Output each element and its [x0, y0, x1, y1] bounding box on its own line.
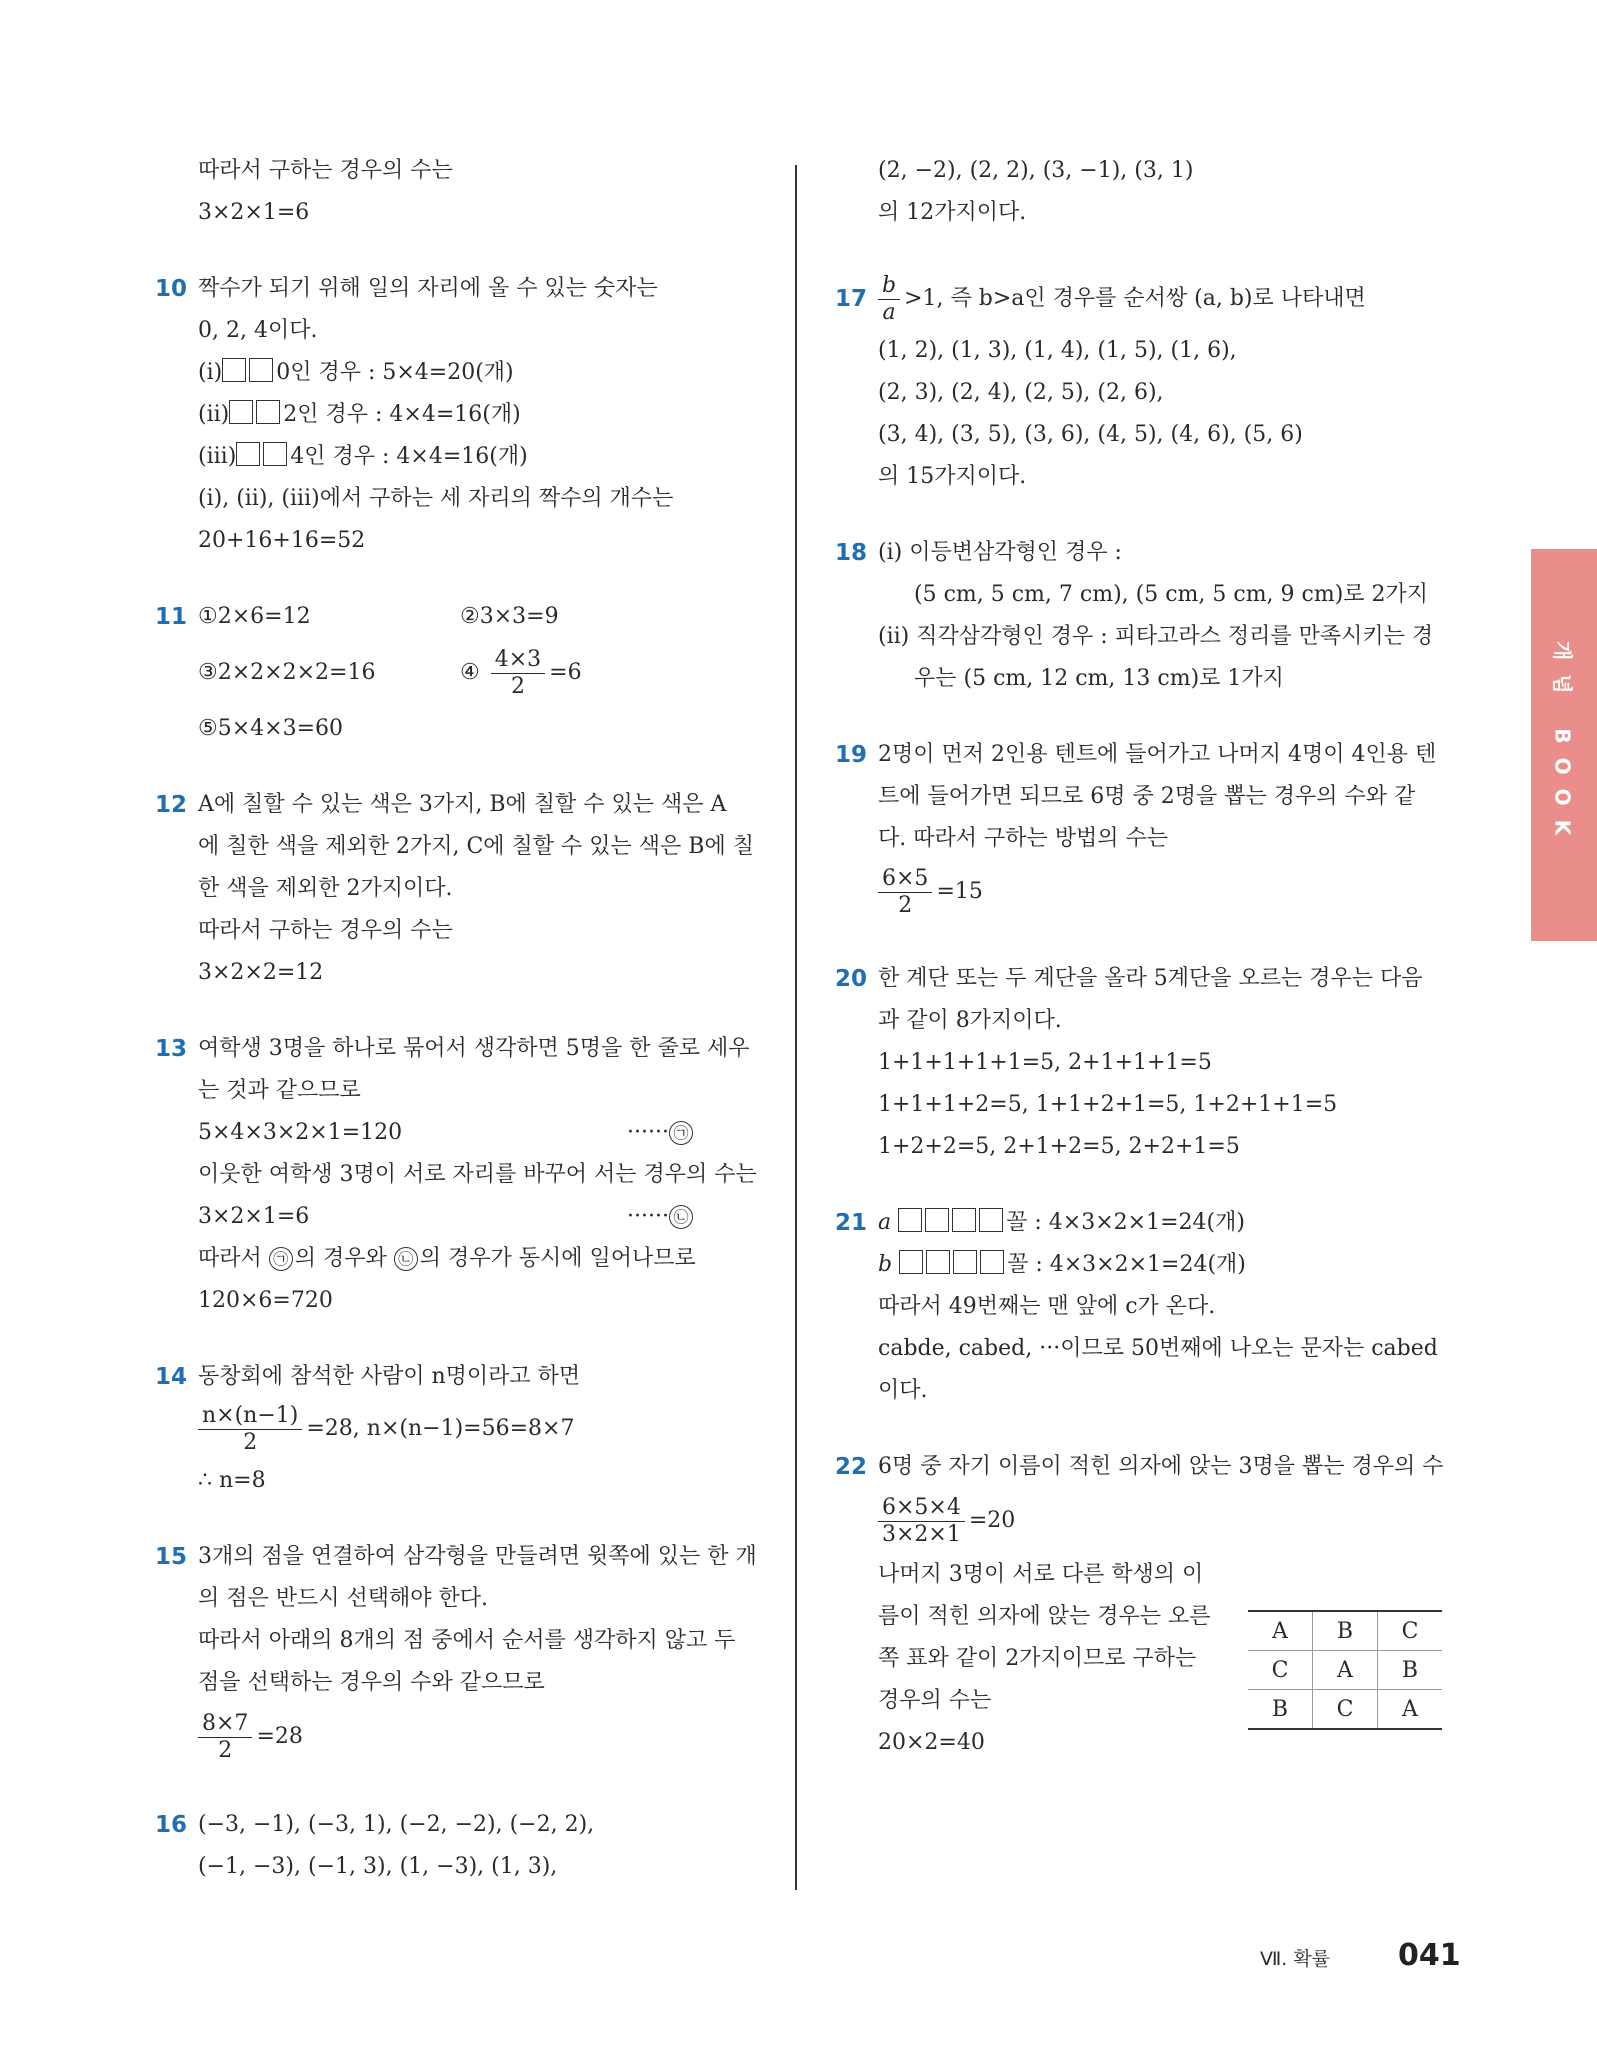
- equation: 3×2×1=6: [198, 1204, 310, 1229]
- text-line: 이다.: [878, 1378, 928, 1403]
- denominator: 2: [243, 1429, 258, 1455]
- blank-box: [236, 442, 260, 466]
- solution-17: [835, 268, 1455, 498]
- text-line: [198, 1238, 775, 1280]
- problem-number: 11: [155, 604, 188, 630]
- table-cell: B: [1378, 1651, 1443, 1690]
- table-cell: A: [1313, 1651, 1378, 1690]
- case-label: (i): [198, 360, 223, 385]
- choice-5: [198, 708, 460, 750]
- case-text: 0인 경우 : 5×4=20(개): [276, 360, 514, 385]
- equation: 3×2×1=6: [198, 200, 310, 225]
- text-line: 6명 중 자기 이름이 적힌 의자에 앉는 3명을 뽑는 경우의 수: [878, 1454, 1444, 1479]
- text-line: 는 것과 같으므로: [198, 1078, 361, 1103]
- dots: ······: [627, 1120, 669, 1145]
- numerator: 8×7: [198, 1711, 252, 1737]
- equation: =15: [936, 879, 983, 904]
- case-label: (iii): [198, 444, 237, 469]
- solution-16-continued: [835, 150, 1455, 234]
- circled-marker: ㉡: [394, 1247, 418, 1271]
- equation-marker: [627, 1196, 695, 1238]
- case-label: (ii): [198, 402, 230, 427]
- coordinate-list: (3, 4), (3, 5), (3, 6), (4, 5), (4, 6), (5, 6): [878, 422, 1303, 447]
- blank-box: [229, 400, 253, 424]
- equation: ∴ n=8: [198, 1468, 266, 1493]
- equation: =28: [256, 1724, 303, 1749]
- denominator: 2: [510, 673, 525, 699]
- fraction: [491, 647, 545, 699]
- table-cell: A: [1378, 1690, 1443, 1730]
- fraction: [198, 1403, 302, 1455]
- solution-10: [155, 268, 775, 562]
- solution-9-continued: [155, 150, 775, 234]
- blank-box: [979, 1208, 1003, 1232]
- left-column: [155, 150, 775, 1922]
- section-side-tab: [1531, 549, 1597, 941]
- text-line: 이웃한 여학생 3명이 서로 자리를 바꾸어 서는 경우의 수는: [198, 1162, 757, 1187]
- case-line: [198, 436, 775, 478]
- numerator: 4×3: [491, 647, 545, 673]
- equation: 3×3=9: [479, 604, 559, 629]
- denominator: 2: [218, 1737, 233, 1763]
- equation: 5×4×3×2×1=120: [198, 1120, 403, 1145]
- fraction: [878, 1495, 965, 1547]
- solution-20: [835, 958, 1455, 1168]
- text-line: 0, 2, 4이다.: [198, 318, 318, 343]
- text-fragment: 의 경우와: [294, 1246, 394, 1271]
- equation: 5×4×3=60: [217, 716, 344, 741]
- coordinate-list: (2, 3), (2, 4), (2, 5), (2, 6),: [878, 380, 1164, 405]
- numerator: n×(n−1): [198, 1403, 302, 1429]
- table-row: [1248, 1690, 1442, 1730]
- page-number: 041: [1398, 1938, 1461, 1973]
- denominator: 2: [898, 892, 913, 918]
- blank-box: [898, 1208, 922, 1232]
- text-line: 의 12가지이다.: [878, 200, 1027, 225]
- problem-number: 10: [155, 276, 188, 302]
- coordinate-list: (−3, −1), (−3, 1), (−2, −2), (−2, 2),: [198, 1812, 595, 1837]
- text-line: 동창회에 참석한 사람이 n명이라고 하면: [198, 1364, 581, 1389]
- text-line: (5 cm, 5 cm, 7 cm), (5 cm, 5 cm, 9 cm)로 2가지: [914, 582, 1429, 607]
- table-cell: C: [1378, 1611, 1443, 1651]
- circled-marker: ㉠: [669, 1121, 693, 1145]
- equation-row: [198, 1112, 775, 1154]
- seating-table: [1248, 1610, 1442, 1730]
- solution-14: [155, 1356, 775, 1502]
- blank-box: [925, 1208, 949, 1232]
- text-line: 쪽 표와 같이 2가지이므로 구하는: [878, 1646, 1197, 1671]
- blank-box: [899, 1250, 923, 1274]
- solution-11: [155, 596, 775, 750]
- case-line: [198, 394, 775, 436]
- problem-number: 13: [155, 1036, 188, 1062]
- problem-number: 20: [835, 966, 868, 992]
- equation: =28, n×(n−1)=56=8×7: [306, 1416, 575, 1441]
- choice-marker: ①: [198, 604, 218, 629]
- equation: 2×2×2×2=16: [217, 660, 376, 685]
- text-line: 의 15가지이다.: [878, 464, 1027, 489]
- circled-marker: ㉡: [669, 1205, 693, 1229]
- fraction: [878, 273, 900, 325]
- blank-box: [249, 358, 273, 382]
- case-line: [878, 1244, 1455, 1286]
- fraction: [878, 866, 932, 918]
- equation: =20: [968, 1508, 1016, 1533]
- variable: a: [878, 1210, 892, 1235]
- choice-2: [460, 596, 720, 638]
- text-line: 따라서 구하는 경우의 수는: [198, 158, 453, 183]
- text-line: A에 칠할 수 있는 색은 3가지, B에 칠할 수 있는 색은 A: [198, 792, 727, 817]
- text-line: 따라서 아래의 8개의 점 중에서 순서를 생각하지 않고 두: [198, 1628, 736, 1653]
- problem-number: 21: [835, 1210, 868, 1236]
- chapter-label: Ⅶ. 확률: [1260, 1948, 1331, 1970]
- solution-22: [835, 1446, 1455, 1764]
- numerator: 6×5: [878, 866, 932, 892]
- text-line: 점을 선택하는 경우의 수와 같으므로: [198, 1670, 545, 1695]
- choice-grid: [198, 596, 775, 750]
- text-fragment: 꼴 : 4×3×2×1=24(개): [1007, 1252, 1246, 1277]
- text-fragment: 의 경우가 동시에 일어나므로: [419, 1246, 696, 1271]
- blank-box: [980, 1250, 1004, 1274]
- choice-marker: ②: [460, 604, 480, 629]
- column-divider: [795, 165, 797, 1890]
- problem-number: 22: [835, 1454, 868, 1480]
- equation: 120×6=720: [198, 1288, 333, 1313]
- choice-marker: ④: [460, 660, 480, 685]
- case-text: 2인 경우 : 4×4=16(개): [283, 402, 521, 427]
- text-line: 따라서 구하는 경우의 수는: [198, 918, 453, 943]
- text-line: 3개의 점을 연결하여 삼각형을 만들려면 윗쪽에 있는 한 개: [198, 1544, 757, 1569]
- text-line: 짝수가 되기 위해 일의 자리에 올 수 있는 숫자는: [198, 276, 658, 301]
- fraction: [198, 1711, 252, 1763]
- table-row: [1248, 1611, 1442, 1651]
- choice-1: [198, 596, 460, 638]
- choice-marker: ③: [198, 660, 218, 685]
- denominator: a: [882, 299, 896, 325]
- equation-marker: [627, 1112, 695, 1154]
- equation-row: [198, 1196, 775, 1238]
- text-line: 한 색을 제외한 2가지이다.: [198, 876, 453, 901]
- text-line: 에 칠한 색을 제외한 2가지, C에 칠할 수 있는 색은 B에 칠: [198, 834, 754, 859]
- solution-15: [155, 1536, 775, 1770]
- equation: 1+1+1+2=5, 1+1+2+1=5, 1+2+1+1=5: [878, 1092, 1338, 1117]
- text-line: (i) 이등변삼각형인 경우 :: [878, 540, 1122, 565]
- text-line: (i), (ii), (iii)에서 구하는 세 자리의 짝수의 개수는: [198, 486, 674, 511]
- blank-box: [953, 1250, 977, 1274]
- equation: 1+1+1+1+1=5, 2+1+1+1=5: [878, 1050, 1212, 1075]
- coordinate-list: (2, −2), (2, 2), (3, −1), (3, 1): [878, 158, 1194, 183]
- equation: =6: [549, 660, 582, 685]
- problem-number: 15: [155, 1544, 188, 1570]
- table-cell: B: [1313, 1611, 1378, 1651]
- blank-box: [256, 400, 280, 424]
- table-cell: C: [1313, 1690, 1378, 1730]
- numerator: 6×5×4: [878, 1495, 965, 1521]
- equation: 20+16+16=52: [198, 528, 366, 553]
- table-cell: B: [1248, 1690, 1313, 1730]
- text-fragment: 꼴 : 4×3×2×1=24(개): [1006, 1210, 1245, 1235]
- text-line: 다. 따라서 구하는 방법의 수는: [878, 826, 1168, 851]
- text-line: 따라서 49번째는 맨 앞에 c가 온다.: [878, 1294, 1216, 1319]
- solution-12: [155, 784, 775, 994]
- equation: 20×2=40: [878, 1730, 985, 1755]
- numerator: b: [878, 273, 900, 299]
- blank-box: [222, 358, 246, 382]
- blank-box: [952, 1208, 976, 1232]
- problem-number: 12: [155, 792, 188, 818]
- problem-number: 16: [155, 1812, 188, 1838]
- dots: ······: [627, 1204, 669, 1229]
- right-column: [835, 150, 1455, 1798]
- text-line: (ii) 직각삼각형인 경우 : 피타고라스 정리를 만족시키는 경: [878, 624, 1434, 649]
- solution-18: [835, 532, 1455, 700]
- solution-16: [155, 1804, 775, 1888]
- coordinate-list: (1, 2), (1, 3), (1, 4), (1, 5), (1, 6),: [878, 338, 1237, 363]
- blank-box: [926, 1250, 950, 1274]
- problem-number: 18: [835, 540, 868, 566]
- circled-marker: ㉠: [269, 1247, 293, 1271]
- choice-marker: ⑤: [198, 716, 218, 741]
- equation-row: [198, 1398, 775, 1460]
- side-tab-label: 개념 BOOK: [1550, 640, 1575, 850]
- case-line: [878, 1202, 1455, 1244]
- text-line: 트에 들어가면 되므로 6명 중 2명을 뽑는 경우의 수와 같: [878, 784, 1416, 809]
- text-line: 경우의 수는: [878, 1688, 992, 1713]
- choice-3: [198, 638, 460, 708]
- equation-row: [878, 1488, 1455, 1554]
- blank-box: [263, 442, 287, 466]
- case-text: 4인 경우 : 4×4=16(개): [290, 444, 528, 469]
- text-line: 2명이 먼저 2인용 텐트에 들어가고 나머지 4명이 4인용 텐: [878, 742, 1437, 767]
- solution-13: [155, 1028, 775, 1322]
- text-line: 우는 (5 cm, 12 cm, 13 cm)로 1가지: [914, 666, 1284, 691]
- problem-number: 17: [835, 286, 868, 312]
- equation-row: [878, 860, 1455, 924]
- text-line: 름이 적힌 의자에 앉는 경우는 오른: [878, 1604, 1211, 1629]
- problem-number: 19: [835, 742, 868, 768]
- denominator: 3×2×1: [882, 1521, 961, 1547]
- text-line: 여학생 3명을 하나로 묶어서 생각하면 5명을 한 줄로 세우: [198, 1036, 750, 1061]
- text-fragment: 따라서: [198, 1246, 269, 1271]
- text-line: 한 계단 또는 두 계단을 올라 5계단을 오르는 경우는 다음: [878, 966, 1423, 991]
- solution-21: [835, 1202, 1455, 1412]
- variable: b: [878, 1252, 893, 1277]
- table-cell: C: [1248, 1651, 1313, 1690]
- coordinate-list: (−1, −3), (−1, 3), (1, −3), (1, 3),: [198, 1854, 558, 1879]
- case-line: [198, 352, 775, 394]
- text-line: 나머지 3명이 서로 다른 학생의 이: [878, 1562, 1204, 1587]
- equation: 3×2×2=12: [198, 960, 324, 985]
- problem-number: 14: [155, 1364, 188, 1390]
- text-line: 과 같이 8가지이다.: [878, 1008, 1062, 1033]
- equation: 1+2+2=5, 2+1+2=5, 2+2+1=5: [878, 1134, 1240, 1159]
- choice-4: [460, 638, 720, 708]
- condition-line: [878, 268, 1455, 330]
- table-cell: A: [1248, 1611, 1313, 1651]
- equation: 2×6=12: [217, 604, 311, 629]
- text-line: cabde, cabed, ···이므로 50번째에 나오는 문자는 cabed: [878, 1336, 1438, 1361]
- text-fragment: >1, 즉 b>a인 경우를 순서쌍 (a, b)로 나타내면: [904, 286, 1366, 311]
- text-line: 의 점은 반드시 선택해야 한다.: [198, 1586, 488, 1611]
- solution-19: [835, 734, 1455, 924]
- table-row: [1248, 1651, 1442, 1690]
- equation-row: [198, 1704, 775, 1770]
